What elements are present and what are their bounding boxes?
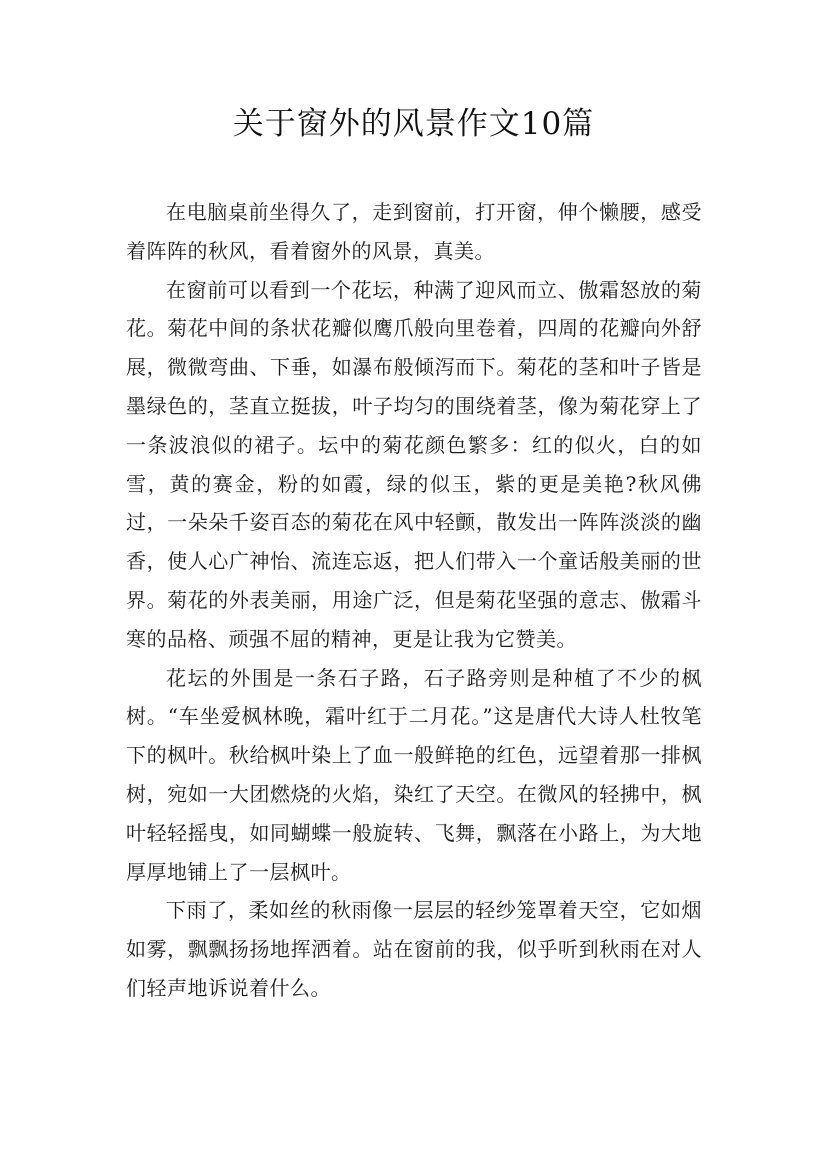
paragraph: 在窗前可以看到一个花坛，种满了迎风而立、傲霜怒放的菊花。菊花中间的条状花瓣似鹰爪般向里卷着，四周的花瓣向外舒展，微微弯曲、下垂，如瀑布般倾泻而下。菊花的茎和叶子皆是墨绿色的，茎直立挺拔，叶子均匀的围绕着茎，像为菊花穿上了一条波浪似的裙子。坛中的菊花颜色繁多：红的似火，白的如雪，黄的赛金，粉的如霞，绿的似玉，紫的更是美艳?秋风佛过，一朵朵千姿百态的菊花在风中轻颤，散发出一阵阵淡淡的幽香，使人心广神怡、流连忘返，把人们带入一个童话般美丽的世界。菊花的外表美丽，用途广泛，但是菊花坚强的意志、傲霜斗寒的品格、顽强不屈的精神，更是让我为它赞美。 xyxy=(126,277,702,651)
document-title: 关于窗外的风景作文10篇 xyxy=(232,106,595,142)
document-body xyxy=(126,193,702,1008)
paragraph: 花坛的外围是一条石子路，石子路旁则是种植了不少的枫树。“车坐爱枫林晚，霜叶红于二月花。”这是唐代大诗人杜牧笔下的枫叶。秋给枫叶染上了血一般鲜艳的红色，远望着那一排枫树，宛如一大团燃烧的火焰，染红了天空。在微风的轻拂中，枫叶轻轻摇曳，如同蝴蝶一般旋转、飞舞，飘落在小路上，为大地厚厚地铺上了一层枫叶。 xyxy=(126,665,702,884)
paragraph: 在电脑桌前坐得久了，走到窗前，打开窗，伸个懒腰，感受着阵阵的秋风，看着窗外的风景，真美。 xyxy=(126,200,702,263)
paragraph: 下雨了，柔如丝的秋雨像一层层的轻纱笼罩着天空，它如烟如雾，飘飘扬扬地挥洒着。站在窗前的我，似乎听到秋雨在对人们轻声地诉说着什么。 xyxy=(126,898,702,1000)
